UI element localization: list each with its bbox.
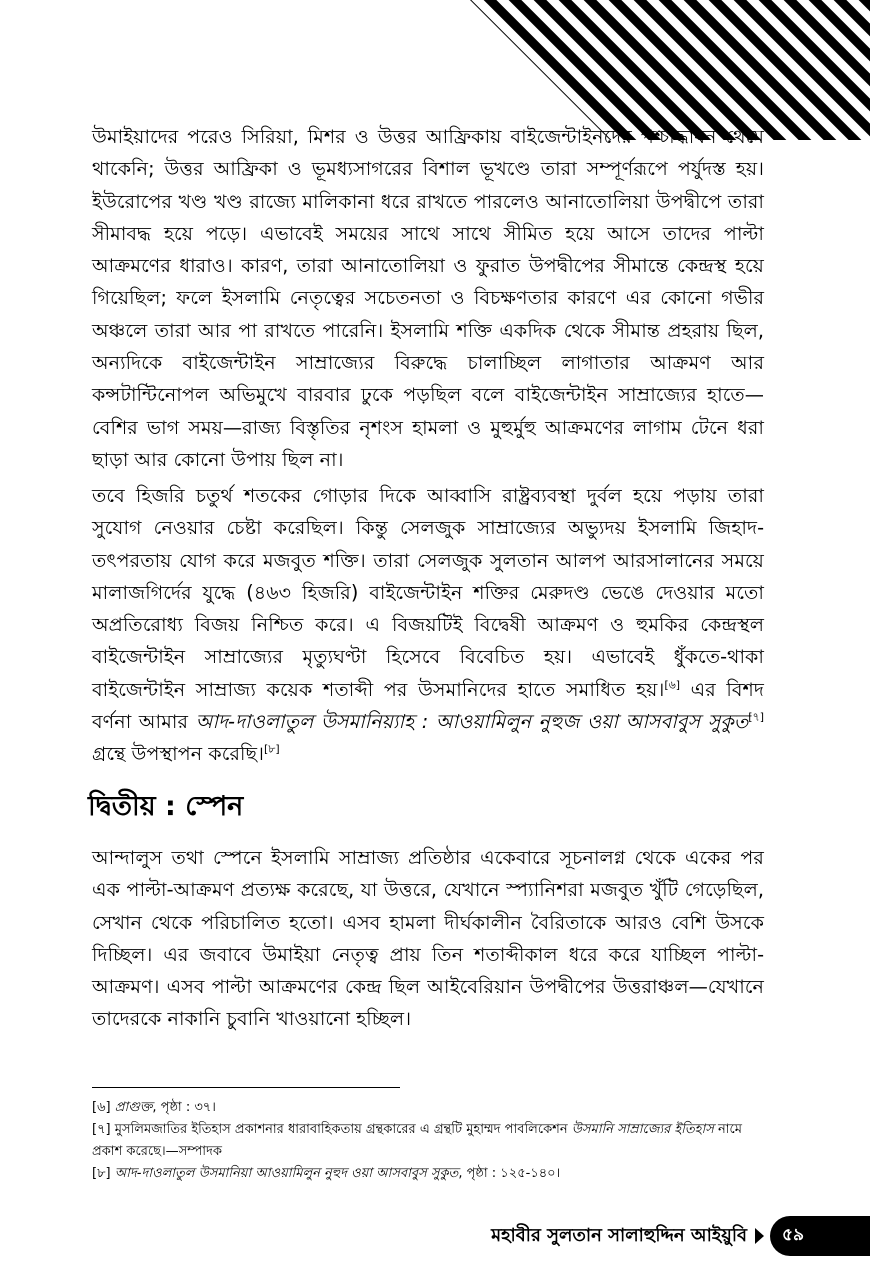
footnote-text: , পৃষ্ঠা : ৩৭। (152, 1100, 216, 1115)
book-title-italic: আদ-দাওলাতুল উসমানিয়্যাহ : আওয়ামিলুন নুহুজ ওয়া আসবাবুস সুকুত (195, 710, 749, 734)
arrow-right-icon (755, 1228, 764, 1244)
page-number: ৫৯ (782, 1225, 805, 1245)
footnote-ref-6[interactable]: [৬] (664, 678, 681, 692)
footnote-divider (92, 1087, 400, 1088)
page-footer (491, 1216, 870, 1256)
body-paragraph-3: আন্দালুস তথা স্পেনে ইসলামি সাম্রাজ্য প্রতিষ্ঠার একেবারে সূচনালগ্ন থেকে একের পর এক পাল্টা-আক্রমণ প্রত্যক্ষ করেছে, যা উত্তরে, যেখানে স্প্যানিশরা মজবুত খুঁটি গেড়েছিল, সেখান থেকে পরিচালিত হতো। এসব হামলা দীর্ঘকালীন বৈরিতাকে আরও বেশি উসকে দিচ্ছিল। এর জবাবে উমাইয়া নেতৃত্ব প্রায় তিন শতাব্দীকাল ধরে করে যাচ্ছিল পাল্টা-আক্রমণ। এসব পাল্টা আক্রমণের কেন্দ্র ছিল আইবেরিয়ান উপদ্বীপের উত্তরাঞ্চল—যেখানে তাদেরকে নাকানি চুবানি খাওয়ানো হচ্ছিল। (92, 846, 764, 1031)
footnote-6 (92, 1097, 764, 1119)
footnote-italic: আদ-দাওলাতুল উসমানিয়া আওয়ামিলুন নুহুদ ওয়া আসবাবুস সুকুত (114, 1166, 459, 1181)
footnote-italic: উসমানি সাম্রাজ্যের ইতিহাস (571, 1122, 714, 1137)
footnote-text: মুসলিমজাতির ইতিহাস প্রকাশনার ধারাবাহিকতায় গ্রন্থকারের এ গ্রন্থটি মুহাম্মদ পাবলিকেশন (114, 1122, 572, 1137)
footnote-number: [৬] (92, 1100, 115, 1115)
page-number-badge (770, 1216, 870, 1256)
body-paragraph-2 (92, 480, 764, 771)
footnote-ref-7[interactable]: [৭] (748, 710, 764, 724)
footnote-number: [৭] (92, 1122, 115, 1137)
footnote-number: [৮] (92, 1166, 115, 1181)
paragraph-text: এর বিশদ বর্ণনা আমার (92, 677, 764, 734)
section-heading: দ্বিতীয় : স্পেন (88, 791, 244, 822)
footnote-8 (92, 1163, 764, 1185)
footnote-text: , পৃষ্ঠা : ১২৫-১৪০। (458, 1166, 561, 1181)
footnote-ref-8[interactable]: [৮] (264, 742, 280, 756)
running-book-title: মহাবীর সুলতান সালাহুদ্দিন আইয়ুবি (491, 1224, 747, 1246)
footnotes (92, 1097, 764, 1185)
diagonal-stripes-decoration (470, 0, 870, 140)
paragraph-text: তবে হিজরি চতুর্থ শতকের গোড়ার দিকে আব্বাসি রাষ্ট্রব্যবস্থা দুর্বল হয়ে পড়ায় তারা সুযোগ নেওয়ার চেষ্টা করেছিল। কিন্তু সেলজুক সাম্রাজ্যের অভ্যুদয় ইসলামি জিহাদ-তৎপরতায় যোগ করে মজবুত শক্তি। তারা সেলজুক সুলতান আলপ আরসালানের সময়ে মালাজগির্দের যুদ্ধে (৪৬৩ হিজরি) বাইজেন্টাইন শক্তির মেরুদণ্ড ভেঙে দেওয়ার মতো অপ্রতিরোধ্য বিজয় নিশ্চিত করে। এ বিজয়টিই বিদ্বেষী আক্রমণ ও হুমকির কেন্দ্রস্থল বাইজেন্টাইন সাম্রাজ্যের মৃত্যুঘণ্টা হিসেবে বিবেচিত হয়। এভাবেই ধুঁকতে-থাকা বাইজেন্টাইন সাম্রাজ্য কয়েক শতাব্দী পর উসমানিদের হাতে সমাধিত হয়। (92, 484, 764, 701)
body-paragraph-1: উমাইয়াদের পরেও সিরিয়া, মিশর ও উত্তর আফ্রিকায় বাইজেন্টাইনদের পশ্চাদ্ধাবন থেমে থাকেনি; উত্তর আফ্রিকা ও ভূমধ্যসাগরের বিশাল ভূখণ্ডে তারা সম্পূর্ণরূপে পর্যুদস্ত হয়। ইউরোপের খণ্ড খণ্ড রাজ্যে মালিকানা ধরে রাখতে পারলেও আনাতোলিয়া উপদ্বীপে তারা সীমাবদ্ধ হয়ে পড়ে। এভাবেই সময়ের সাথে সাথে সীমিত হয়ে আসে তাদের পাল্টা আক্রমণের ধারাও। কারণ, তারা আনাতোলিয়া ও ফুরাত উপদ্বীপের সীমান্তে কেন্দ্রস্থ হয়ে গিয়েছিল; ফলে ইসলামি নেতৃত্বের সচেতনতা ও বিচক্ষণতার কারণে এর কোনো গভীর অঞ্চলে তারা আর পা রাখতে পারেনি। ইসলামি শক্তি একদিক থেকে সীমান্ত প্রহরায় ছিল, অন্যদিকে বাইজেন্টাইন সাম্রাজ্যের বিরুদ্ধে চালাচ্ছিল লাগাতার আক্রমণ আর কন্সটান্টিনোপল অভিমুখে বারবার ঢুকে পড়ছিল বলে বাইজেন্টাইন সাম্রাজ্যের হাতে—বেশির ভাগ সময়—রাজ্য বিস্তৃতির নৃশংস হামলা ও মুহুর্মুহু আক্রমণের লাগাম টেনে ধরা ছাড়া আর কোনো উপায় ছিল না। (92, 125, 764, 471)
paragraph-text: গ্রন্থে উপস্থাপন করেছি। (92, 742, 264, 766)
footnote-7 (92, 1119, 764, 1163)
footnote-italic: প্রাগুক্ত (114, 1100, 153, 1115)
footnote-text: নামে প্রকাশ করেছে।—সম্পাদক (92, 1122, 742, 1159)
